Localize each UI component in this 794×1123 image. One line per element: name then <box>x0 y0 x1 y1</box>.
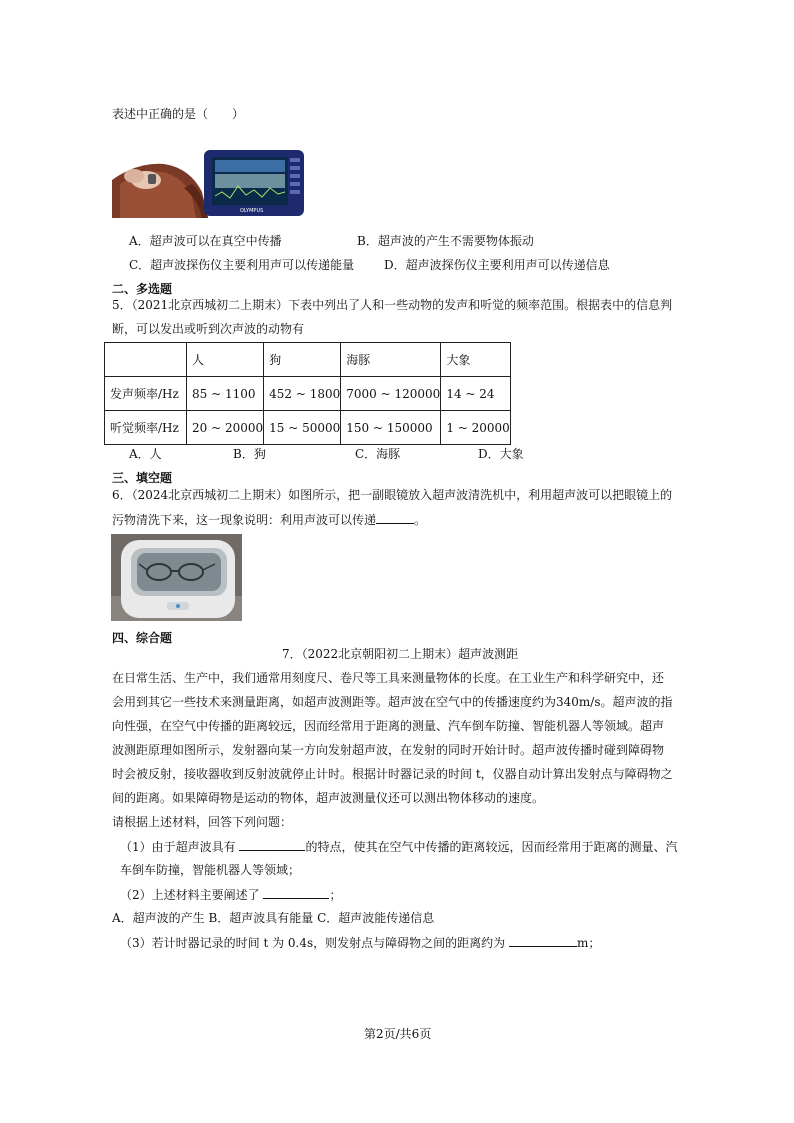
table-cell: 150 ~ 150000 <box>341 411 441 445</box>
table-cell: 7000 ~ 120000 <box>341 377 441 411</box>
q6-stem-line2 <box>112 511 426 528</box>
question-stem-end: 表述中正确的是（ ） <box>112 107 245 121</box>
frequency-table <box>104 342 511 445</box>
q6-text-end: 。 <box>414 513 427 527</box>
q7-sub2-text: （2）上述材料主要阐述了 <box>120 888 264 902</box>
q7-paragraph-line: 间的距离。如果障碍物是运动的物体，超声波测量仪还可以测出物体移动的速度。 <box>112 791 545 805</box>
table-header-dog: 狗 <box>264 343 341 377</box>
q7-sub1-text-end: 的特点，使其在空气中传播的距离较远，因而经常用于距离的测量、汽 <box>305 840 678 854</box>
option-c: C．超声波探伤仪主要利用声可以传递能量 <box>129 258 355 272</box>
answer-blank[interactable] <box>263 886 329 899</box>
table-header-dolphin: 海豚 <box>341 343 441 377</box>
q7-paragraph-line: 向性强，在空气中传播的距离较远，因而经常用于距离的测量、汽车倒车防撞、智能机器人等领域。超声 <box>112 719 665 733</box>
q7-title: 7．（2022北京朝阳初二上期末）超声波测距 <box>282 647 519 661</box>
answer-blank[interactable] <box>239 838 305 851</box>
table-row-label: 听觉频率/Hz <box>105 411 187 445</box>
section-title-comprehensive: 四、综合题 <box>112 631 173 645</box>
table-cell: 85 ~ 1100 <box>187 377 264 411</box>
q6-stem-line1: 6．（2024北京西城初二上期末）如图所示，把一副眼镜放入超声波清洗机中，利用超声波可以把眼镜上的 <box>112 488 673 502</box>
q7-prompt: 请根据上述材料，回答下列问题： <box>112 815 293 829</box>
table-cell: 15 ~ 50000 <box>264 411 341 445</box>
ultrasonic-cleaner-photo <box>111 534 242 621</box>
q7-sub1 <box>120 838 677 855</box>
q7-sub3 <box>120 934 600 951</box>
q5-stem-line1: 5．（2021北京西城初二上期末）下表中列出了人和一些动物的发声和听觉的频率范围。根据表中的信息判 <box>112 298 673 312</box>
option-b: B．超声波的产生不需要物体振动 <box>357 234 534 248</box>
q5-option-b: B．狗 <box>233 447 266 461</box>
table-row-label: 发声频率/Hz <box>105 377 187 411</box>
table-cell: 20 ~ 20000 <box>187 411 264 445</box>
table-header-row <box>105 343 511 377</box>
flaw-detector-photo <box>112 148 304 220</box>
q5-stem-line2: 断，可以发出或听到次声波的动物有 <box>112 322 305 336</box>
table-header-elephant: 大象 <box>441 343 511 377</box>
q7-sub3-text-end: m； <box>576 936 601 950</box>
section-title-multiple-choice: 二、多选题 <box>112 282 173 296</box>
q7-sub1-text: （1）由于超声波具有 <box>120 840 240 854</box>
option-a: A．超声波可以在真空中传播 <box>129 234 282 248</box>
table-header-human: 人 <box>187 343 264 377</box>
q7-paragraph-line: 在日常生活、生产中，我们通常用刻度尺、卷尺等工具来测量物体的长度。在工业生产和科学研究中，还 <box>112 671 665 685</box>
answer-blank[interactable] <box>376 511 414 524</box>
q7-paragraph-line: 会用到其它一些技术来测量距离，如超声波测距等。超声波在空气中的传播速度约为340m/s。超声波的指 <box>112 695 673 709</box>
answer-blank[interactable] <box>509 934 577 947</box>
q7-sub2-options: A．超声波的产生 B．超声波具有能量 C．超声波能传递信息 <box>112 911 435 925</box>
table-cell: 1 ~ 20000 <box>441 411 511 445</box>
table-row <box>105 377 511 411</box>
q7-sub2-text-end: ； <box>329 888 342 902</box>
q7-sub2 <box>120 886 341 903</box>
q7-paragraph-line: 波测距原理如图所示，发射器向某一方向发射超声波，在发射的同时开始计时。超声波传播时碰到障碍物 <box>112 743 665 757</box>
q5-option-d: D．大象 <box>478 447 524 461</box>
q7-paragraph-line: 时会被反射，接收器收到反射波就停止计时。根据计时器记录的时间 t，仪器自动计算出发射点与障碍物之 <box>112 767 673 781</box>
table-row <box>105 411 511 445</box>
section-title-fill-blank: 三、填空题 <box>112 471 173 485</box>
q5-option-a: A．人 <box>129 447 162 461</box>
q5-option-c: C．海豚 <box>355 447 401 461</box>
page-footer: 第2页/共6页 <box>364 1027 432 1041</box>
table-cell <box>105 343 187 377</box>
table-cell: 452 ~ 1800 <box>264 377 341 411</box>
option-d: D．超声波探伤仪主要利用声可以传递信息 <box>384 258 610 272</box>
device-brand-label: OLYMPUS <box>240 208 264 214</box>
q7-sub3-text: （3）若计时器记录的时间 t 为 0.4s，则发射点与障碍物之间的距离约为 <box>120 936 509 950</box>
table-cell: 14 ~ 24 <box>441 377 511 411</box>
q6-text: 污物清洗下来，这一现象说明：利用声波可以传递 <box>112 513 377 527</box>
q7-sub1-line2: 车倒车防撞，智能机器人等领域； <box>120 863 301 877</box>
